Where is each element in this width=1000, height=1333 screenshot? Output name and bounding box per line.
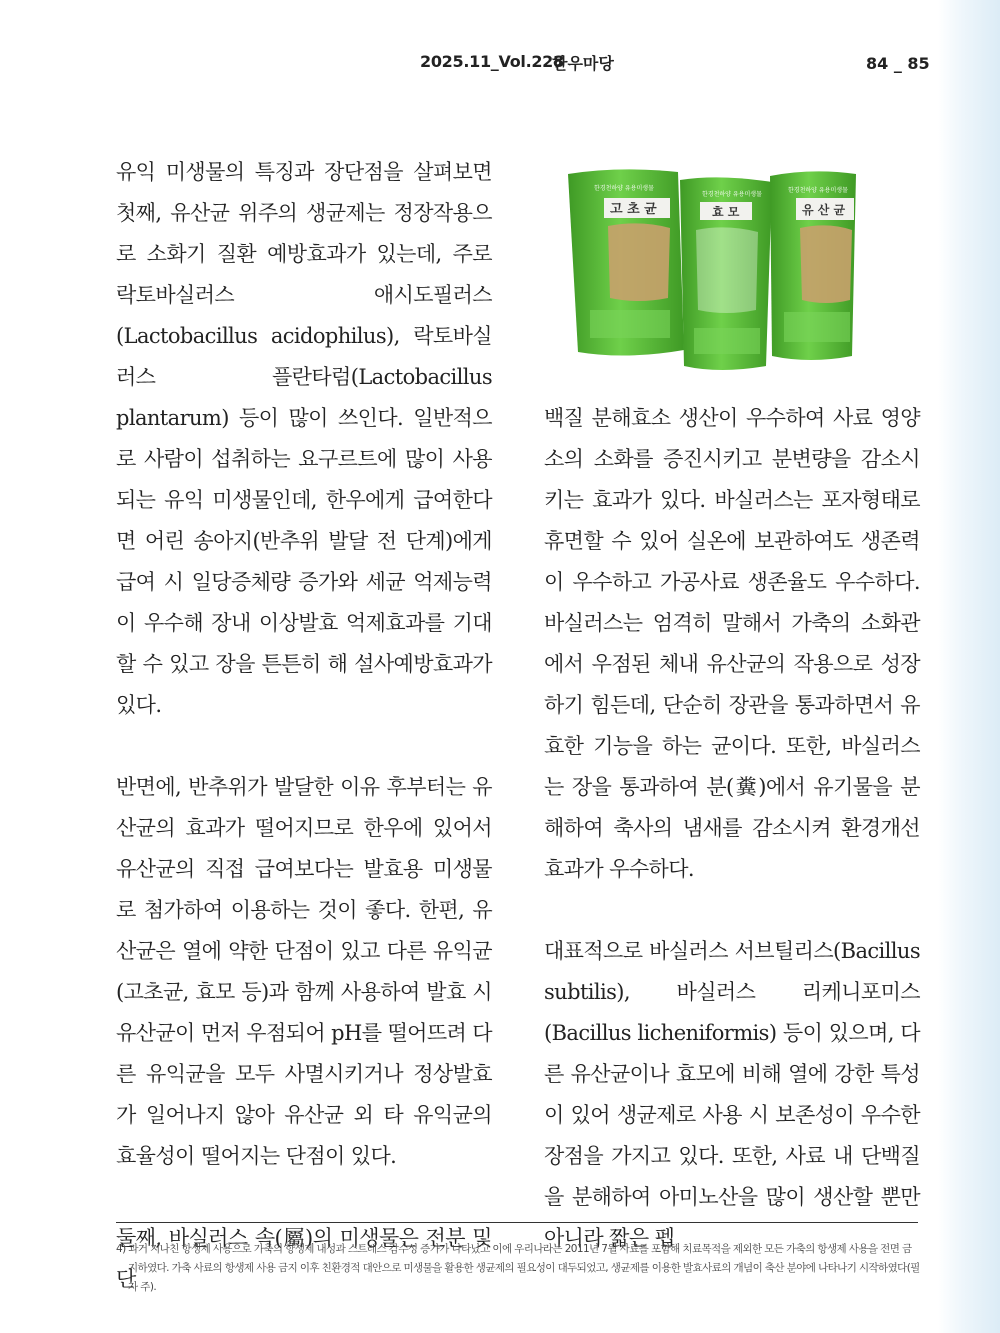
paragraph: 둘째, 바실러스 속(屬)의 미생물은 전분 및 단 (116, 1226, 492, 1291)
paragraph: 유익 미생물의 특징과 장단점을 살펴보면 첫째, 유산균 위주의 생균제는 정장작용으로 소화기 질환 예방효과가 있는데, 주로 락토바실러스 애시도필러스(Lactobacillus acidophilus), 락토바실러스 플란타럼(Lactobacillus plantarum) 등이 많이 쓰인다. 일반적으로 사람이 섭취하는 요구르트에 많이 사용되는 유익 미생물인데, 한우에게 급여한다면 어린 송아지(반추위 발달 전 단계)에게 급여 시 일당증체량 증가와 세균 억제능력이 우수해 장내 이상발효 억제효과를 기대할 수 있고 장을 튼튼히 해 설사예방효과가 있다. (116, 160, 492, 717)
footnote-text: 4) 과거 지나친 항생제 사용으로 가축의 항생제 내성과 스트레스 감수성 증가가 나타났고 이에 우리나라는 2011년 7월 사료를 포함해 치료목적을 제외한 모든 가축의 항생제 사용을 전면 금지하였다. 가축 사료의 항생제 사용 금지 이후 친환경적 대안으로 미생물을 활용한 생균제의 필요성이 대두되었고, 생균제를 이용한 발효사료의 개념이 축산 분야에 나타나기 시작하였다(필자 주). (116, 1243, 920, 1293)
issue-volume: Vol.228 (498, 52, 564, 71)
footnote-divider (116, 1222, 918, 1223)
paragraph: 대표적으로 바실러스 서브틸리스(Bacillus subtilis), 바실러스 리케니포미스(Bacillus licheniformis) 등이 있으며, 다른 유산균이나 효모에 비해 열에 강한 특성이 있어 생균제로 사용 시 보존성이 우수한 장점을 가지고 있다. 또한, 사료 내 단백질을 분해하여 아미노산을 많이 생산할 뿐만 아니라 짧은 펩 (544, 939, 920, 1250)
bag-top-text: 한경천하양 유용미생물 (594, 185, 654, 192)
bag-label: 효 모 (712, 205, 740, 219)
footnote (116, 1240, 920, 1297)
issue-date: 2025.11_ (420, 52, 499, 71)
bag-top-text: 한경천하양 유용미생물 (788, 187, 848, 194)
section-title: 한우마당 (552, 54, 614, 73)
issue-info (420, 52, 564, 71)
page-header (0, 52, 1000, 82)
page-numbers: 84 _ 85 (866, 54, 930, 73)
probiotic-bags-photo (560, 160, 860, 380)
bag-label: 유 산 균 (802, 203, 846, 217)
paragraph: 백질 분해효소 생산이 우수하여 사료 영양소의 소화를 증진시키고 분변량을 감소시키는 효과가 있다. 바실러스는 포자형태로 휴면할 수 있어 실온에 보관하여도 생존력이 우수하고 가공사료 생존율도 우수하다. 바실러스는 엄격히 말해서 가축의 소화관에서 우점된 체내 유산균의 작용으로 성장하기 힘든데, 단순히 장관을 통과하면서 유효한 기능을 하는 균이다. 또한, 바실러스는 장을 통과하여 분(糞)에서 유기물을 분해하여 축사의 냄새를 감소시켜 환경개선 효과가 우수하다. (544, 406, 920, 881)
bag-yeast (680, 177, 772, 370)
paragraph: 반면에, 반추위가 발달한 이유 후부터는 유산균의 효과가 떨어지므로 한우에 있어서 유산균의 직접 급여보다는 발효용 미생물로 첨가하여 이용하는 것이 좋다. 한편, 유산균은 열에 약한 단점이 있고 다른 유익균(고초균, 효모 등)과 함께 사용하여 발효 시 유산균이 먼저 우점되어 pH를 떨어뜨려 다른 유익균을 모두 사멸시키거나 정상발효가 일어나지 않아 유산균 외 타 유익균의 효율성이 떨어지는 단점이 있다. (116, 775, 492, 1168)
bag-top-text: 한경천하양 유용미생물 (702, 191, 762, 198)
bag-lactic (568, 169, 684, 355)
bag-label: 고 초 균 (610, 202, 657, 217)
right-column (544, 398, 920, 1259)
page-edge-strip (938, 0, 1000, 1333)
left-column (116, 152, 492, 1300)
bag-bacillus-lactic (770, 171, 856, 360)
